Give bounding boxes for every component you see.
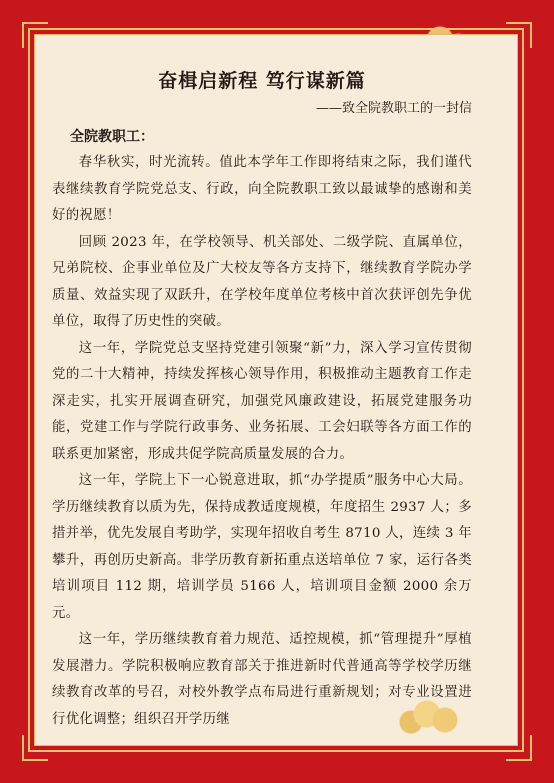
paragraph: 这一年，学历继续教育着力规范、适控规模，抓“管理提升”厚植发展潜力。学院积极响应教育部关于推进新时代普通高等学校学历继续教育改革的号召，对校外教学点布局进行重新规划；对专业设置进行优化调整；组织召开学历继 <box>52 632 472 727</box>
letter-subtitle: ——致全院教职工的一封信 <box>315 101 472 116</box>
corner-ornament <box>22 22 48 48</box>
paragraph: 回顾 2023 年，在学校领导、机关部处、二级学院、直属单位，兄弟院校、企事业单位及广大校友等各方支持下，继续教育学院办学质量、效益实现了双跃升，在学校年度单位考核中首次获评创先争优单位，取得了历史性的突破。 <box>52 234 472 329</box>
corner-ornament <box>506 22 532 48</box>
letter-title: 奋楫启新程 笃行谋新篇 <box>158 70 366 92</box>
paragraph: 春华秋实，时光流转。值此本学年工作即将结束之际，我们谨代表继续教育学院党总支、行政，向全院教职工致以最诚挚的感谢和美好的祝愿！ <box>52 155 472 223</box>
letter-body <box>52 40 472 733</box>
corner-ornament <box>506 735 532 761</box>
corner-ornament <box>22 735 48 761</box>
paragraph: 这一年，学院党总支坚持党建引领聚“新”力，深入学习宣传贯彻党的二十大精神，持续发挥核心领导作用，积极推动主题教育工作走深走实，扎实开展调查研究，加强党风廉政建设，拓展党建服务功能，党建工作与学院行政事务、业务拓展、工会妇联等各方面工作的联系更加紧密，形成共促学院高质量发展的合力。 <box>52 340 472 462</box>
paragraph: 这一年，学院上下一心锐意进取，抓“办学提质”服务中心大局。学历继续教育以质为先，保持成教适度规模，年度招生 2937 人；多措并举，优先发展自考助学，实现年招收自考生 8710 人，连续 3 年攀升，再创历史新高。非学历教育新拓重点送培单位 7 家，运行各类培训项目 112 期，培训学员 5166 人，培训项目金额 2000 余万元。 <box>52 473 472 621</box>
letter-greeting: 全院教职工： <box>70 129 154 145</box>
